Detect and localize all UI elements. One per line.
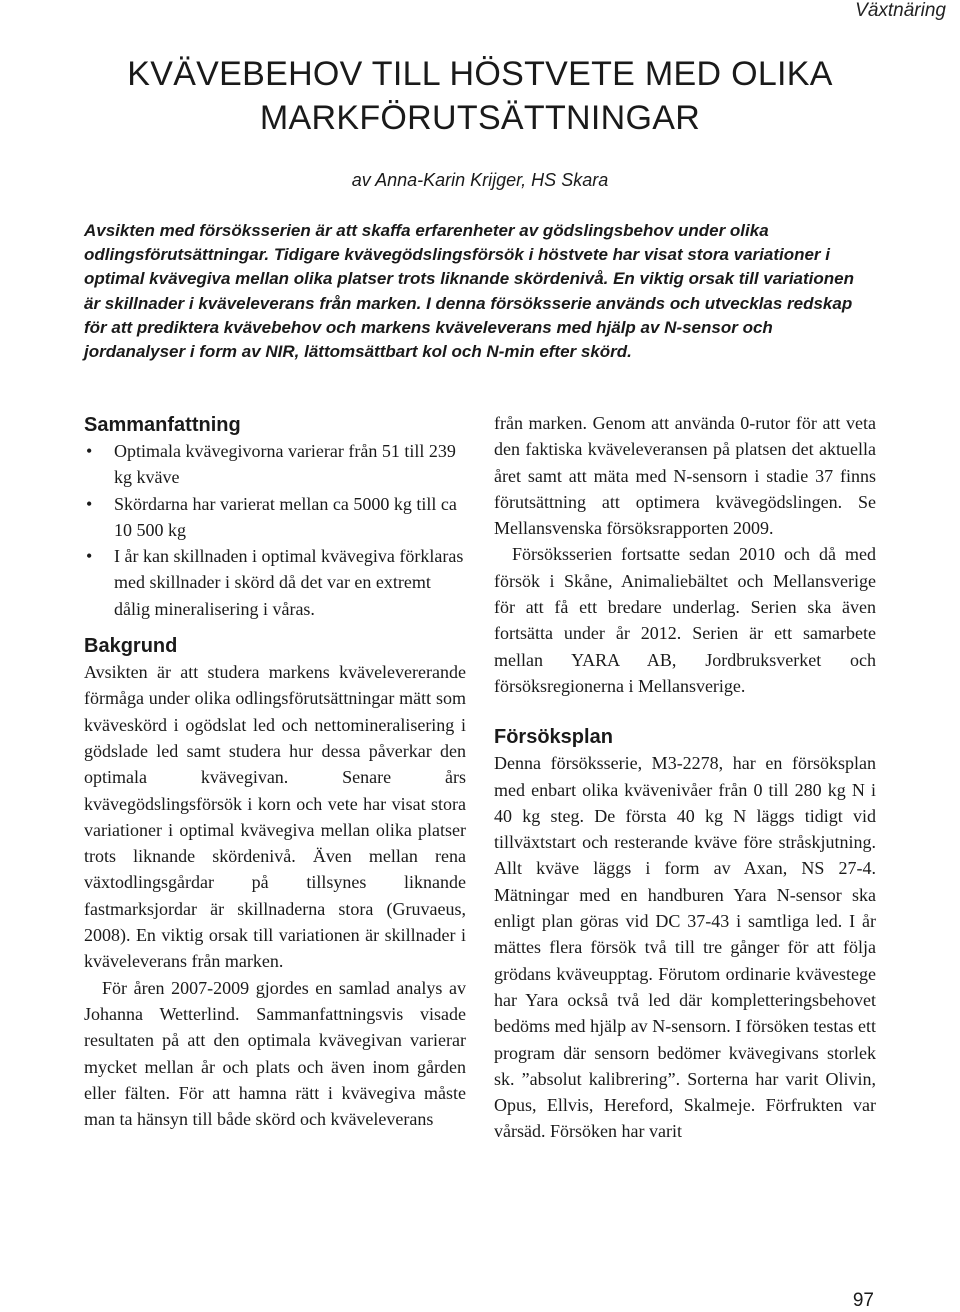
summary-heading: Sammanfattning (84, 414, 241, 436)
lead-paragraph: Avsikten med försöksserien är att skaffa erfarenheter av gödslingsbehov under olika odlingsförutsättningar. Tidigare kvävegödslingsförsök i höstvete har visat stora variationer i optimal kvävegiva mellan olika platser trots liknande skördenivå. En viktig orsak till variationen är skillnader i kväveleverans från marken. I denna försöksserie används och utvecklas redskap för att prediktera kvävebehov och markens kväveleverans med hjälp av N-sensor och jordanalyser i form av NIR, lättomsättbart kol och N-min efter skörd. (84, 221, 854, 362)
summary-item (84, 438, 466, 491)
bullet-icon: • (86, 493, 93, 514)
section-tag: Växtnäring (855, 0, 946, 21)
article-title: KVÄVEBEHOV TILL HÖSTVETE MED OLIKA MARKFÖRUTSÄTTNINGAR (127, 55, 833, 137)
bullet-icon: • (86, 546, 93, 567)
plan-paragraph: Denna försöksserie, M3-2278, har en försöksplan med enbart olika kvävenivåer från 0 till 280 kg N i 40 kg steg. De första 40 kg N läggs tidigt vid tillväxtstart och resterande kväve före stråskjutning. Allt kväve läggs i form av Axan, NS 27-4. Mätningar med en handburen Yara N-sensor ska enligt plan göras vid DC 37-43 i samtliga led. I år mättes flera försök två till tre gånger för att följa grödans kväveupptag. Förutom ordinarie kvävestege har Yara också två led där kompletteringsbehovet bedöms med hjälp av N-sensorn. I försöken testas ett program där sensorn bedömer kvävegivans storlek sk. ”absolut kalibrering”. Sorterna har varit Olivin, Opus, Ellvis, Hereford, Skalmeje. Förfrukten var vårsäd. Försöken har varit (494, 753, 876, 1142)
summary-list (84, 438, 466, 622)
background-paragraph: Försöksserien fortsatte sedan 2010 och då med försök i Skåne, Animaliebältet och Mellansverige för att få ett bredare underlag. Serien ska även fortsätta under år 2012. Serien är ett samarbete mellan YARA AB, Jordbruksverket och försöksregionerna i Mellansverige. (494, 544, 876, 696)
author-byline: av Anna-Karin Krijger, HS Skara (351, 170, 609, 190)
plan-heading: Försöksplan (494, 726, 613, 749)
right-column (494, 410, 876, 1145)
summary-item-text: I år kan skillnaden i optimal kvävegiva förklaras med skillnader i skörd då det var en extremt dålig mineralisering i våras. (114, 546, 464, 619)
background-paragraph-continued: från marken. Genom att använda 0-rutor för att veta den faktiska kväveleveransen på platsen det aktuella året samt att mäta med N-sensorn i stadie 37 finns förutsättning att optimera kvävegödslingen. Se Mellansvenska försöksrapporten 2009. (494, 413, 876, 539)
summary-item-text: Skördarna har varierat mellan ca 5000 kg till ca 10 500 kg (114, 493, 457, 540)
summary-item (84, 491, 466, 544)
summary-item (84, 543, 466, 622)
bullet-icon: • (86, 441, 93, 461)
background-heading: Bakgrund (84, 635, 178, 658)
page-number: 97 (852, 1290, 874, 1311)
background-paragraph: För åren 2007-2009 gjordes en samlad analys av Johanna Wetterlind. Sammanfattningsvis visade resultaten på att den optimala kvävegivan varierar mycket mellan år och plats och även inom gården eller fälten. För att hamna rätt i kvävegiva måste man ta hänsyn till både skörd och kväveleverans (84, 977, 466, 1130)
summary-item-text: Optimala kvävegivorna varierar från 51 till 239 kg kväve (114, 441, 456, 488)
left-column (84, 410, 466, 1132)
background-paragraph: Avsikten är att studera markens kvävelevererande förmåga under olika odlingsförutsättningar mätt som kväveskörd i ogödslat led och nettomineralisering i gödslade led samt studera hur dessa påverkar den optimala kvävegivan. Senare års kvävegödslingsförsök i korn och vete har visat stora variationer i optimal kvävegiva mellan olika platser trots liknande skördenivå. Även mellan rena växtodlingsgårdar på tillsynes liknande fastmarksjordar är skillnaderna stora (Gruvaeus, 2008). En viktig orsak till variationen är skillnader i kväveleverans från marken. (84, 662, 466, 972)
